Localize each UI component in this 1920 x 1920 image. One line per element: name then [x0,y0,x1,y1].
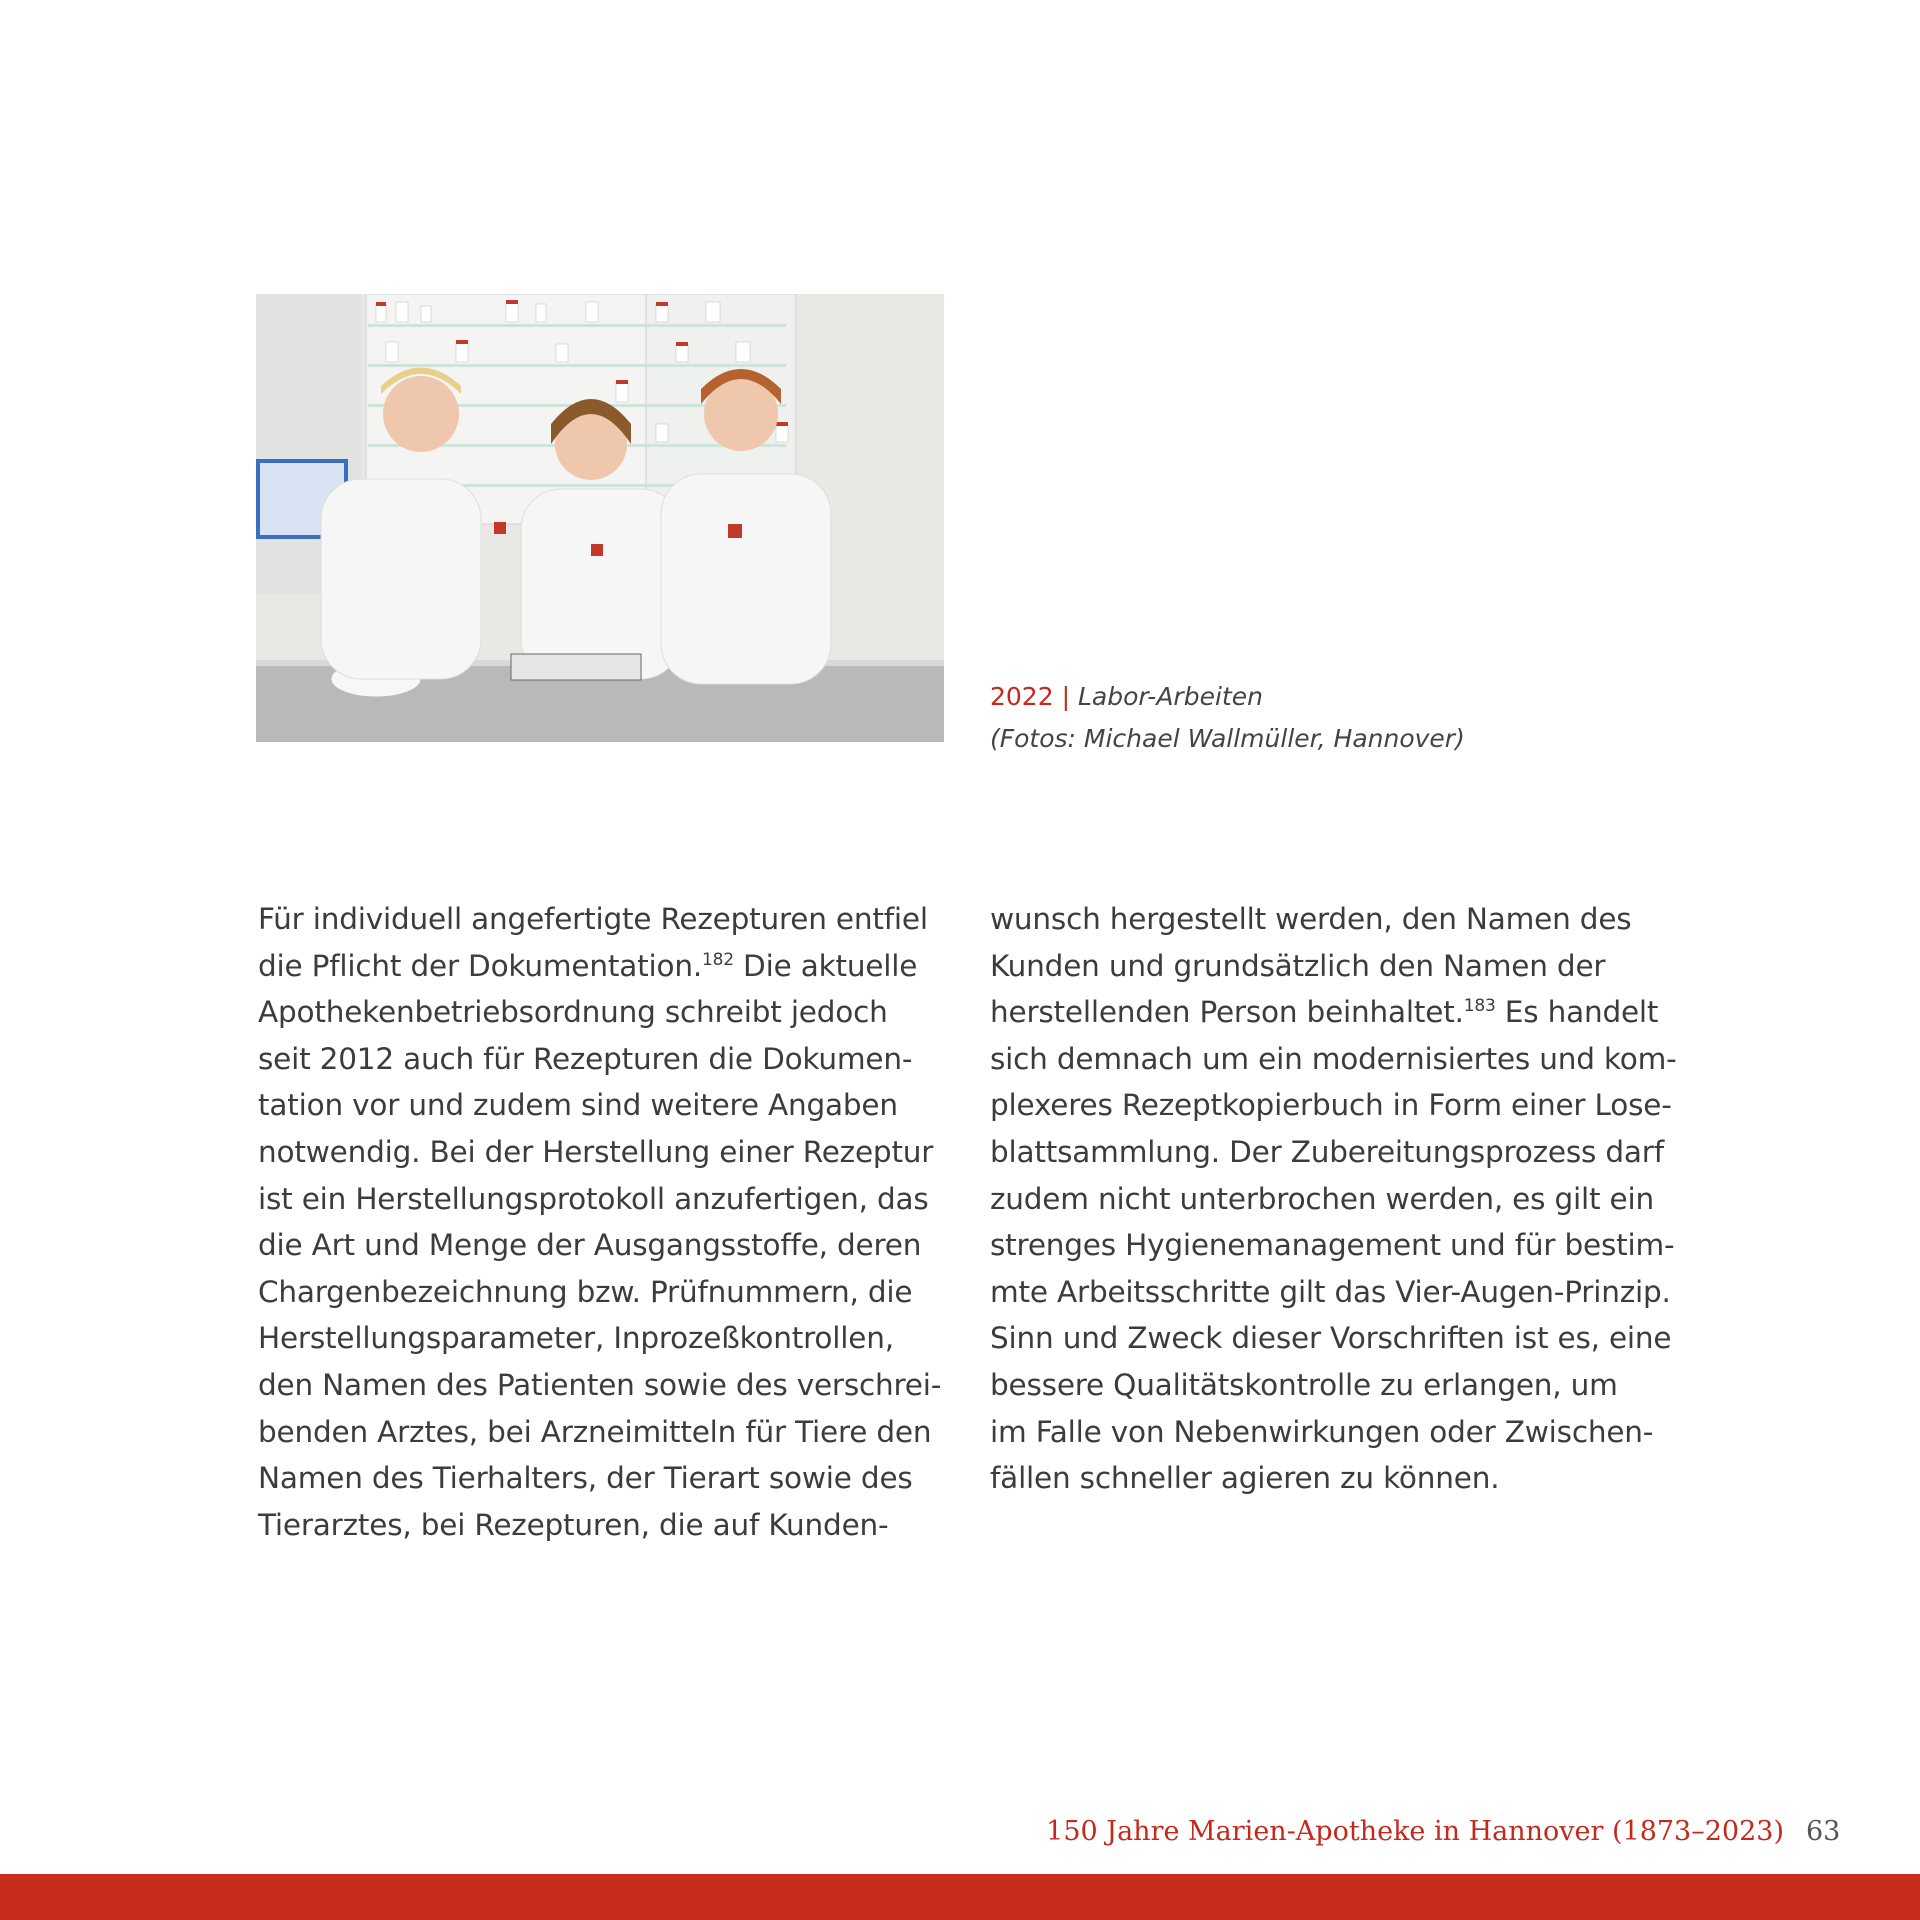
text-line: notwendig. Bei der Herstellung einer Rezeptur [258,1134,934,1169]
caption-year: 2022 [990,682,1054,711]
text-line: im Falle von Nebenwirkungen oder Zwischen- [990,1414,1654,1449]
lab-photo [256,294,944,742]
text-line: Chargenbezeichnung bzw. Prüfnummern, die [258,1274,913,1309]
text-line: ist ein Herstellungsprotokoll anzufertigen, das [258,1181,929,1216]
text-line [258,943,948,990]
text-line: zudem nicht unterbrochen werden, es gilt ein [990,1181,1654,1216]
caption-credit: (Fotos: Michael Wallmüller, Hannover) [990,724,1465,753]
text-line: tation vor und zudem sind weitere Angaben [258,1088,898,1123]
body-column-1 [258,896,948,1548]
text-fragment: die Pflicht der Dokumentation. [258,948,703,983]
body-column-2 [990,896,1680,1502]
page-number: 63 [1806,1816,1841,1847]
text-line: Für individuell angefertigte Rezepturen entfiel [258,902,928,936]
footnote-marker: 182 [702,949,734,970]
text-line: fällen schneller agieren zu können. [990,1461,1500,1496]
text-line: mte Arbeitsschritte gilt das Vier-Augen-Prinzip. [990,1274,1671,1309]
text-line: seit 2012 auch für Rezepturen die Dokumen- [258,1041,913,1076]
text-line: bessere Qualitätskontrolle zu erlangen, um [990,1367,1618,1402]
text-line: plexeres Rezeptkopierbuch in Form einer Lose- [990,1088,1672,1123]
text-line: Sinn und Zweck dieser Vorschriften ist es, eine [990,1321,1672,1356]
running-footer-title: 150 Jahre Marien-Apotheke in Hannover (1873–2023) [1046,1816,1784,1847]
text-line: sich demnach um ein modernisiertes und kom- [990,1041,1677,1076]
text-line: Tierarztes, bei Rezepturen, die auf Kunden- [258,1507,889,1542]
photo-caption [990,676,1465,760]
text-line [990,989,1680,1036]
footnote-marker: 183 [1463,996,1496,1017]
text-fragment: herstellenden Person beinhaltet. [990,995,1464,1030]
text-line: die Art und Menge der Ausgangsstoffe, deren [258,1228,922,1263]
text-line: Kunden und grundsätzlich den Namen der [990,948,1606,983]
text-line: blattsammlung. Der Zubereitungsprozess darf [990,1134,1664,1169]
text-fragment: Die aktuelle [733,948,918,983]
text-line: benden Arztes, bei Arzneimitteln für Tiere den [258,1414,932,1449]
text-line: wunsch hergestellt werden, den Namen des [990,902,1632,936]
text-line: den Namen des Patienten sowie des verschrei- [258,1367,942,1402]
caption-separator: | [1061,682,1071,711]
caption-line-1 [990,676,1465,718]
caption-title: Labor-Arbeiten [1077,682,1263,711]
text-line: Apothekenbetriebsordnung schreibt jedoch [258,995,888,1030]
footer-accent-bar [0,1874,1920,1920]
text-line: strenges Hygienemanagement und für bestim- [990,1228,1675,1263]
text-line: Herstellungsparameter, Inprozeßkontrollen, [258,1321,894,1356]
text-line: Namen des Tierhalters, der Tierart sowie des [258,1461,913,1496]
text-fragment: Es handelt [1495,995,1659,1030]
